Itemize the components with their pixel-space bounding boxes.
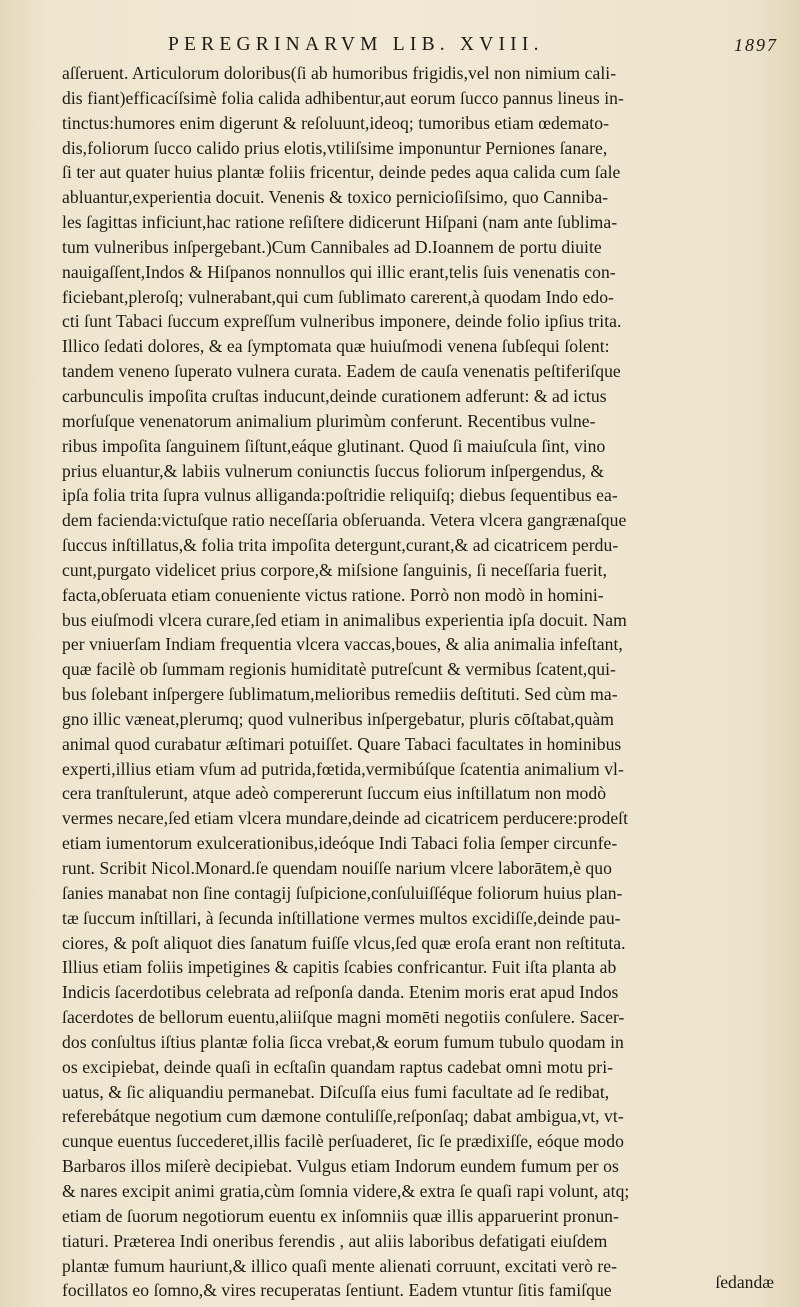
text-line: referebátque negotium cum dæmone contuliſſe,reſponſaq; dabat ambigua,vt, vt- [62, 1106, 624, 1127]
text-line: prius eluantur,& labiis vulnerum coniunctis ſuccus foliorum inſpergendus, & [62, 460, 605, 481]
text-line: plantæ fumum hauriunt,& illico quaſi mente alienati corruunt, excitati verò re- [62, 1255, 618, 1276]
text-line: cera tranſtulerunt, atque adeò compererunt ſuccum eius inſtillatum non modò [62, 783, 607, 804]
page-header [0, 34, 800, 60]
text-line: runt. Scribit Nicol.Monard.ſe quendam nouiſſe narium vlcere laborātem,è quo [62, 858, 612, 878]
text-line: cunque euentus ſuccederet,illis facilè perſuaderet, ſic ſe prædixiſſe, eóque modo [62, 1131, 624, 1152]
text-line: cti ſunt Tabaci ſuccum expreſſum vulneribus imponere, deinde folio ipſius trita. [62, 311, 622, 332]
text-line: uatus, & ſic aliquandiu permanebat. Diſcuſſa eius fumi facultate ad ſe redibat, [62, 1081, 610, 1102]
text-line: ſacerdotes de bellorum euentu,aliiſque magni momēti negotiis conſulere. Sacer- [62, 1007, 625, 1028]
text-line: les ſagittas inficiunt,hac ratione reſiſtere didicerunt Hiſpani (nam ante ſublima- [62, 212, 618, 233]
text-line: focillatos eo ſomno,& vires recuperatas ſentiunt. Eadem vtuntur ſitis famiſque [62, 1280, 612, 1301]
text-line: abluantur,experientia docuit. Venenis & toxico pernicioſiſsimo, quo Canniba- [62, 187, 609, 208]
catchword: ſedandæ [715, 1272, 774, 1292]
text-line: carbunculis impoſita cruſtas inducunt,deinde curationem adferunt: & ad ictus [62, 385, 607, 406]
text-line: dis,foliorum ſucco calido prius elotis,vtiliſsime imponuntur Perniones ſanare, [62, 137, 608, 158]
text-line: os excipiebat, deinde quaſi in ecſtaſin quandam raptus cadebat omni motu pri- [62, 1056, 614, 1077]
text-line: ciores, & poſt aliquot dies ſanatum fuiſſe vlcus,ſed quæ eroſa erant non reſtituta. [62, 932, 626, 953]
page-number: 1897 [734, 35, 778, 55]
text-line: Indicis ſacerdotibus celebrata ad reſponſa danda. Etenim moris erat apud Indos [62, 982, 619, 1003]
text-line: ribus impoſita ſanguinem ſiſtunt,eáque glutinant. Quod ſi maiuſcula ſint, vino [62, 435, 606, 456]
text-line: per vniuerſam Indiam frequentia vlcera vaccas,boues, & alia animalia infeſtant, [62, 634, 623, 655]
text-line: experti,illius etiam vſum ad putrida,fœtida,vermibúſque ſcatentia animalium vl- [62, 758, 624, 779]
text-line: Illius etiam foliis impetigines & capitis ſcabies confricantur. Fuit iſta planta ab [62, 957, 617, 978]
running-head: PEREGRINARVM LIB. XVIII. [168, 34, 544, 55]
text-line: gno illic væneat,plerumq; quod vulneribus inſpergebatur, pluris cōſtabat,quàm [62, 708, 615, 729]
text-line: ſuccus inſtillatus,& folia trita impoſita detergunt,curant,& ad cicatricem perdu- [62, 535, 619, 556]
text-line: animal quod curabatur æſtimari potuiſſet. Quare Tabaci facultates in hominibus [62, 733, 622, 754]
text-line: tandem veneno ſuperato vulnera curata. Eadem de cauſa venenatis peſtiferiſque [62, 361, 621, 382]
text-line: ſanies manabat non ſine contagij ſuſpicione,conſuluiſſéque foliorum huius plan- [62, 882, 623, 903]
text-line: Barbaros illos miſerè decipiebat. Vulgus etiam Indorum eundem fumum per os [62, 1156, 619, 1177]
text-line: ſi ter aut quater huius plantæ foliis fricentur, deinde pedes aqua calida cum ſale [62, 162, 621, 183]
text-line: tæ ſuccum inſtillari, à ſecunda inſtillatione vermes multos excidiſſe,deinde pau- [62, 907, 621, 928]
text-line: nauigaſſent,Indos & Hiſpanos nonnullos qui illic erant,telis ſuis venenatis con- [62, 261, 616, 282]
text-line: quæ facilè ob ſummam regionis humiditatè putreſcunt & vermibus ſcatent,qui- [62, 659, 616, 680]
text-line: facta,obſeruata etiam conueniente victus ratione. Porrò non modò in homini- [62, 584, 604, 605]
text-line: aſſeruent. Articulorum doloribus(ſi ab humoribus frigidis,vel non nimium cali- [62, 63, 617, 83]
text-line: Illico ſedati dolores, & ea ſymptomata quæ huiuſmodi venena ſubſequi ſolent: [62, 336, 610, 357]
text-line: dos conſultus iſtius plantæ folia ſicca vrebat,& eorum fumum tubulo quodam in [62, 1031, 624, 1052]
text-line: tinctus:humores enim digerunt & reſoluunt,ideoq; tumoribus etiam œdemato- [62, 112, 610, 133]
text-line: bus ſolebant inſpergere ſublimatum,melioribus remediis deſtituti. Sed cùm ma- [62, 684, 618, 705]
text-line: bus eiuſmodi vlcera curare,ſed etiam in animalibus experientia ipſa docuit. Nam [62, 609, 627, 630]
text-line: cunt,purgato videlicet prius corpore,& miſsione ſanguinis, ſi neceſſaria fuerit, [62, 559, 608, 580]
text-line: dis fiant)efficacíſsimè folia calida adhibentur,aut eorum ſucco pannus lineus in- [62, 87, 624, 108]
body-text [62, 61, 777, 1303]
text-line: morſuſque venenatorum animalium plurimùm conferunt. Recentibus vulne- [62, 410, 596, 431]
text-line: etiam de ſuorum negotiorum euentu ex inſomniis quæ illis apparuerint pronun- [62, 1205, 619, 1226]
text-line: tiaturi. Præterea Indi oneribus ferendis , aut aliis laboribus defatigati eiuſdem [62, 1230, 608, 1251]
text-line: etiam iumentorum exulcerationibus,ideóque Indi Tabaci folia ſemper circunfe- [62, 833, 618, 854]
text-line: tum vulneribus inſpergebant.)Cum Cannibales ad D.Ioannem de portu diuite [62, 236, 602, 257]
text-line: vermes necare,ſed etiam vlcera mundare,deinde ad cicatricem perducere:prodeſt [62, 808, 629, 829]
text-line: dem facienda:victuſque ratio neceſſaria obſeruanda. Vetera vlcera gangrænaſque [62, 510, 627, 531]
text-line: & nares excipit animi gratia,cùm ſomnia videre,& extra ſe quaſi rapi volunt, atq; [62, 1180, 630, 1201]
text-line: ipſa folia trita ſupra vulnus alliganda:poſtridie reliquiſq; diebus ſequentibus ea- [62, 485, 618, 506]
text-line: ficiebant,pleroſq; vulnerabant,qui cum ſublimato carerent,à quodam Indo edo- [62, 286, 614, 307]
